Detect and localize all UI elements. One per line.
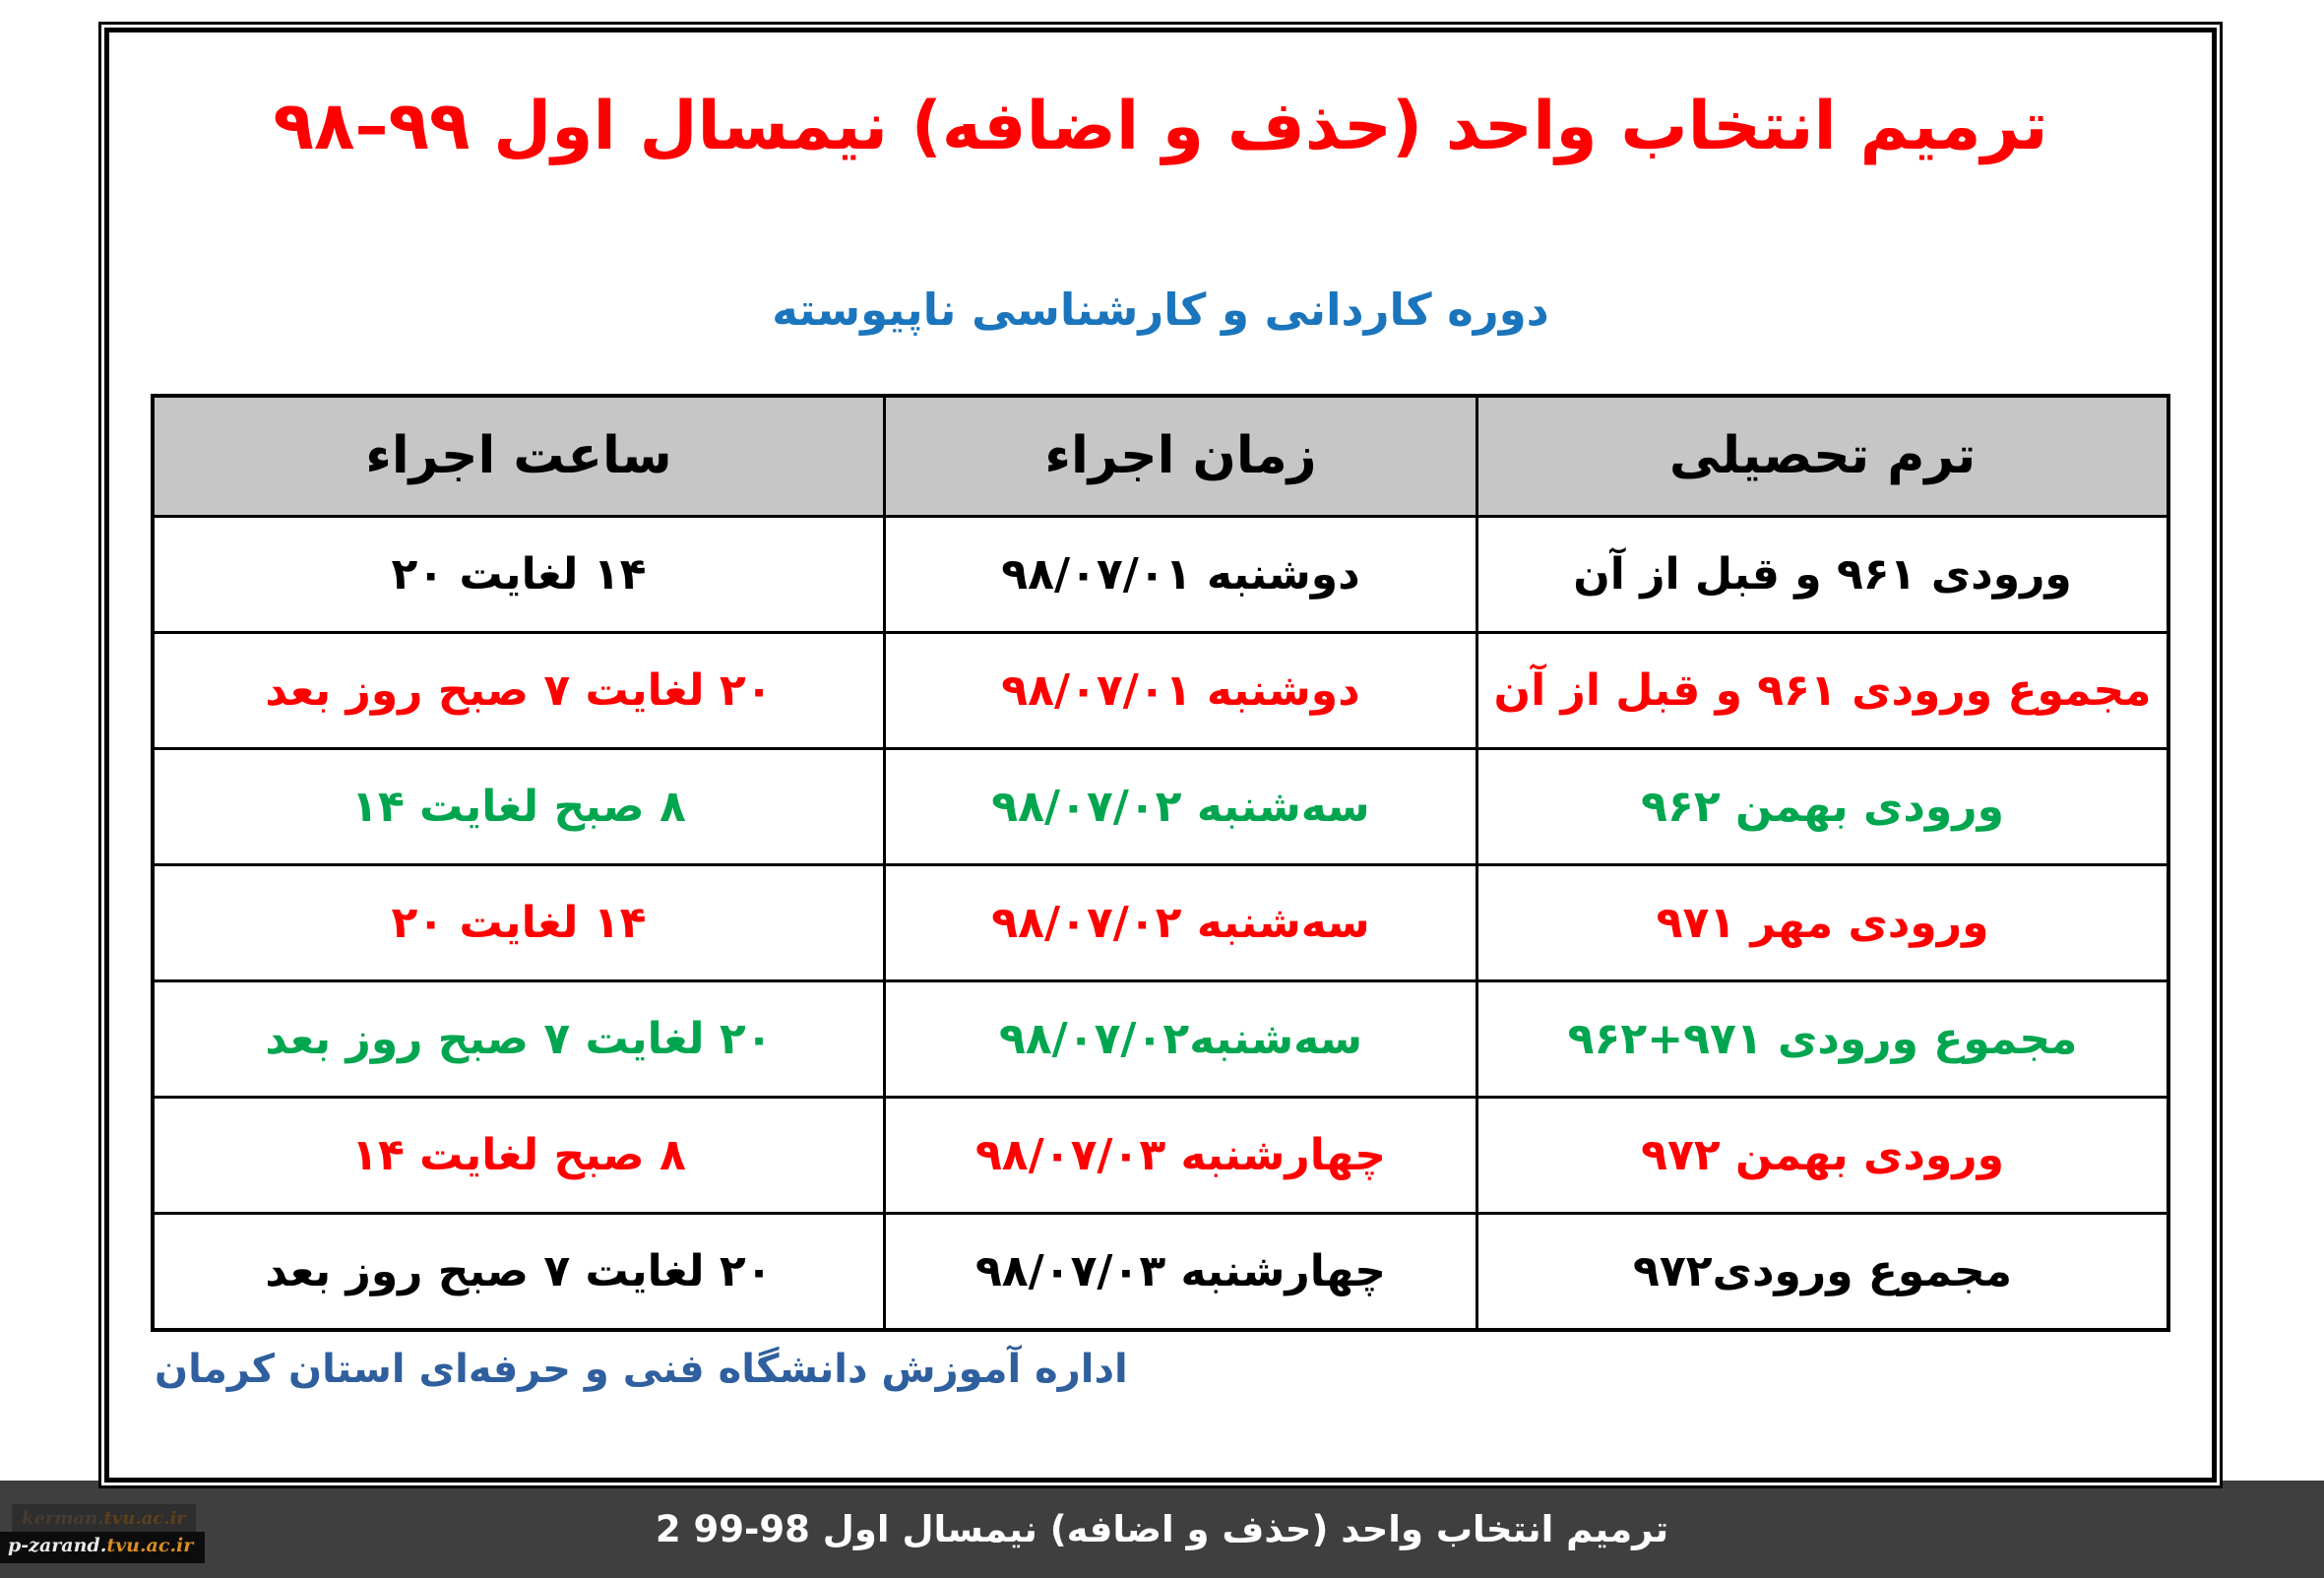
table-cell-date: سه‌شنبه ۹۸/۰۷/۰۲ (884, 865, 1476, 981)
table-cell-term: مجموع ورودی۹۷۲ (1477, 1214, 2168, 1330)
table-row (153, 633, 2168, 749)
table-cell-date: چهارشنبه ۹۸/۰۷/۰۳ (884, 1098, 1476, 1214)
watermark-line2-site: p-zarand. (8, 1535, 107, 1556)
table-cell-term: ورودی بهمن ۹۶۲ (1477, 749, 2168, 865)
table-row (153, 1098, 2168, 1214)
page-title: ترمیم انتخاب واحد (حذف و اضافه) نیمسال اول ۹۹–۹۸ (273, 88, 2048, 165)
table-row (153, 749, 2168, 865)
watermark-line1-site: kerman. (22, 1508, 104, 1529)
table-row (153, 981, 2168, 1098)
table-cell-date: سه‌شنبه۹۸/۰۷/۰۲ (884, 981, 1476, 1098)
status-bar (0, 1481, 2324, 1578)
table-row (153, 1214, 2168, 1330)
table-cell-hours: ۸ صبح لغایت ۱۴ (153, 1098, 884, 1214)
table-header-term: ترم تحصیلی (1477, 396, 2168, 517)
table-cell-date: دوشنبه ۹۸/۰۷/۰۱ (884, 517, 1476, 633)
page-border-inner (104, 28, 2217, 1483)
status-bar-title: ترمیم انتخاب واحد (حذف و اضافه) نیمسال اول 98-99 2 (655, 1508, 1669, 1550)
table-header-row (153, 396, 2168, 517)
watermark-line2-domain: tvu.ac.ir (106, 1535, 194, 1556)
page-frame (98, 22, 2223, 1488)
table-cell-hours: ۲۰ لغایت ۷ صبح روز بعد (153, 1214, 884, 1330)
table-cell-hours: ۸ صبح لغایت ۱۴ (153, 749, 884, 865)
table-cell-term: مجموع ورودی ۹۷۱+۹۶۲ (1477, 981, 2168, 1098)
footer-note: اداره آموزش دانشگاه فنی و حرفه‌ای استان کرمان (155, 1346, 1128, 1392)
table-cell-term: مجموع ورودی ۹۶۱ و قبل از آن (1477, 633, 2168, 749)
table-cell-term: ورودی بهمن ۹۷۲ (1477, 1098, 2168, 1214)
schedule-table (151, 394, 2170, 1332)
table-cell-hours: ۱۴ لغایت ۲۰ (153, 865, 884, 981)
table-body (153, 517, 2168, 1330)
page-subtitle: دوره کاردانی و کارشناسی ناپیوسته (772, 283, 1549, 336)
watermark-line1 (12, 1504, 196, 1532)
table-cell-hours: ۲۰ لغایت ۷ صبح روز بعد (153, 633, 884, 749)
table-cell-date: دوشنبه ۹۸/۰۷/۰۱ (884, 633, 1476, 749)
table-cell-date: چهارشنبه ۹۸/۰۷/۰۳ (884, 1214, 1476, 1330)
table-cell-term: ورودی مهر ۹۷۱ (1477, 865, 2168, 981)
watermark (0, 1504, 205, 1563)
table-header-hours: ساعت اجراء (153, 396, 884, 517)
table-cell-hours: ۱۴ لغایت ۲۰ (153, 517, 884, 633)
table-row (153, 517, 2168, 633)
table-cell-hours: ۲۰ لغایت ۷ صبح روز بعد (153, 981, 884, 1098)
table-row (153, 865, 2168, 981)
watermark-line2 (0, 1532, 205, 1563)
table-cell-term: ورودی ۹۶۱ و قبل از آن (1477, 517, 2168, 633)
table-cell-date: سه‌شنبه ۹۸/۰۷/۰۲ (884, 749, 1476, 865)
table-header-date: زمان اجراء (884, 396, 1476, 517)
watermark-line1-domain: tvu.ac.ir (103, 1508, 186, 1529)
